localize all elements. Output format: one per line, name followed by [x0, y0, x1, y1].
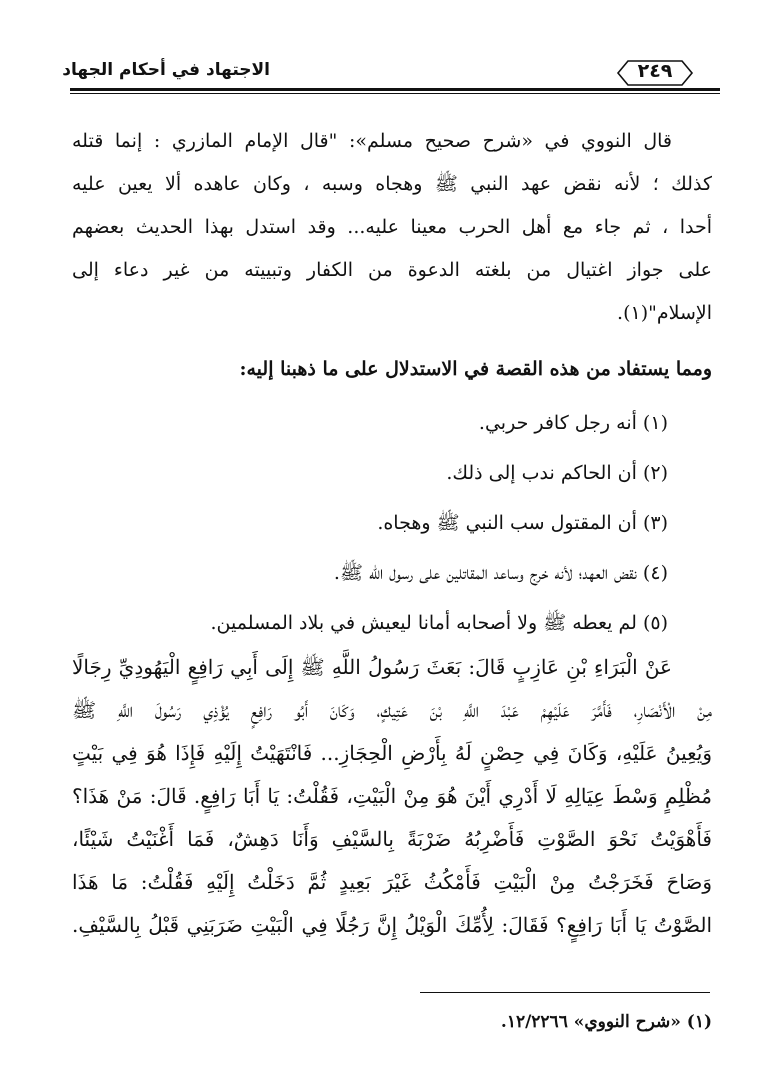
intro-line: [72, 348, 712, 391]
list-item: (١) أنه رجل كافر حربي.: [478, 412, 668, 434]
hadith-paragraph: [72, 646, 712, 947]
text-line: قال النووي في «شرح صحيح مسلم»: "قال الإمام المازري : إنما قتله: [72, 130, 672, 152]
text-line: على جواز اغتيال من بلغته الدعوة من الكفار وتبييته من غير دعاء إلى: [72, 259, 712, 281]
text-line: الصَّوْتُ يَا أَبَا رَافِعٍ؟ فَقَالَ: لِأُمِّكَ الْوَيْلُ إِنَّ رَجُلًا فِي الْبَيْتِ ضَرَبَنِي قَبْلُ بِالسَّيْفِ.: [72, 913, 712, 937]
text-line: كذلك ؛ لأنه نقض عهد النبي ﷺ وهجاه وسبه ، وكان عاهده ألا يعين عليه: [72, 173, 712, 195]
paragraph-nawawi: [72, 120, 712, 335]
list-item: (٤) نقض العهد؛ لأنه خرج وساعد المقاتلين على رسول الله ﷺ.: [333, 562, 668, 584]
footnote-separator: [420, 992, 710, 993]
text-line: مِنْ الْأَنْصَارِ، فَأَمَّرَ عَلَيْهِمْ عَبْدَ اللَّهِ بْنَ عَتِيكٍ، وَكَانَ أَبُو رَافِعٍ يُؤْذِي رَسُولَ اللَّهِ ﷺ: [72, 698, 712, 722]
page-number-frame: [610, 58, 700, 88]
text-line: وَصَاحَ فَخَرَجْتُ مِنْ الْبَيْتِ فَأَمْكُثُ غَيْرَ بَعِيدٍ ثُمَّ دَخَلْتُ إِلَيْهِ فَقُلْتُ: مَا هَذَا: [72, 870, 712, 894]
text-line: وَيُعِينُ عَلَيْهِ، وَكَانَ فِي حِصْنٍ لَهُ بِأَرْضِ الْحِجَازِ... فَانْتَهَيْتُ إِلَيْهِ فَإِذَا هُوَ فِي بَيْتٍ: [72, 741, 712, 765]
list-item: (٣) أن المقتول سب النبي ﷺ وهجاه.: [377, 512, 668, 534]
intro-text: ومما يستفاد من هذه القصة في الاستدلال على ما ذهبنا إليه:: [239, 358, 712, 380]
list-item: (٥) لم يعطه ﷺ ولا أصحابه أمانا ليعيش في بلاد المسلمين.: [210, 612, 668, 634]
list-item: (٢) أن الحاكم ندب إلى ذلك.: [446, 462, 668, 484]
page-number: ٢٤٩: [637, 60, 673, 82]
running-header: [62, 50, 720, 96]
text-line: فَأَهْوَيْتُ نَحْوَ الصَّوْتِ فَأَضْرِبُهُ ضَرْبَةً بِالسَّيْفِ وَأَنَا دَهِشٌ، فَمَا أَغْنَيْتُ شَيْئًا،: [72, 827, 712, 851]
header-rule-thick: [70, 88, 720, 91]
text-line: عَنْ الْبَرَاءِ بْنِ عَازِبٍ قَالَ: بَعَثَ رَسُولُ اللَّهِ ﷺ إِلَى أَبِي رَافِعٍ الْيَهُودِيِّ رِجَالًا: [72, 655, 672, 679]
header-title: الاجتهاد في أحكام الجهاد: [62, 60, 270, 80]
text-line: الإسلام"(١).: [617, 302, 712, 324]
text-line: أحدا ، ثم جاء مع أهل الحرب معينا عليه... وقد استدل بهذا الحديث بعضهم: [72, 216, 712, 238]
text-line: مُظْلِمٍ وَسْطَ عِيَالِهِ لَا أَدْرِي أَيْنَ هُوَ مِنْ الْبَيْتِ، فَقُلْتُ: يَا أَبَا رَافِعٍ. قَالَ: مَنْ هَذَا؟: [72, 784, 712, 808]
footnote: (١) «شرح النووي» ١٢/٢٢٦٦.: [500, 1012, 712, 1032]
header-rule-thin: [70, 93, 720, 94]
points-list: [72, 398, 712, 648]
